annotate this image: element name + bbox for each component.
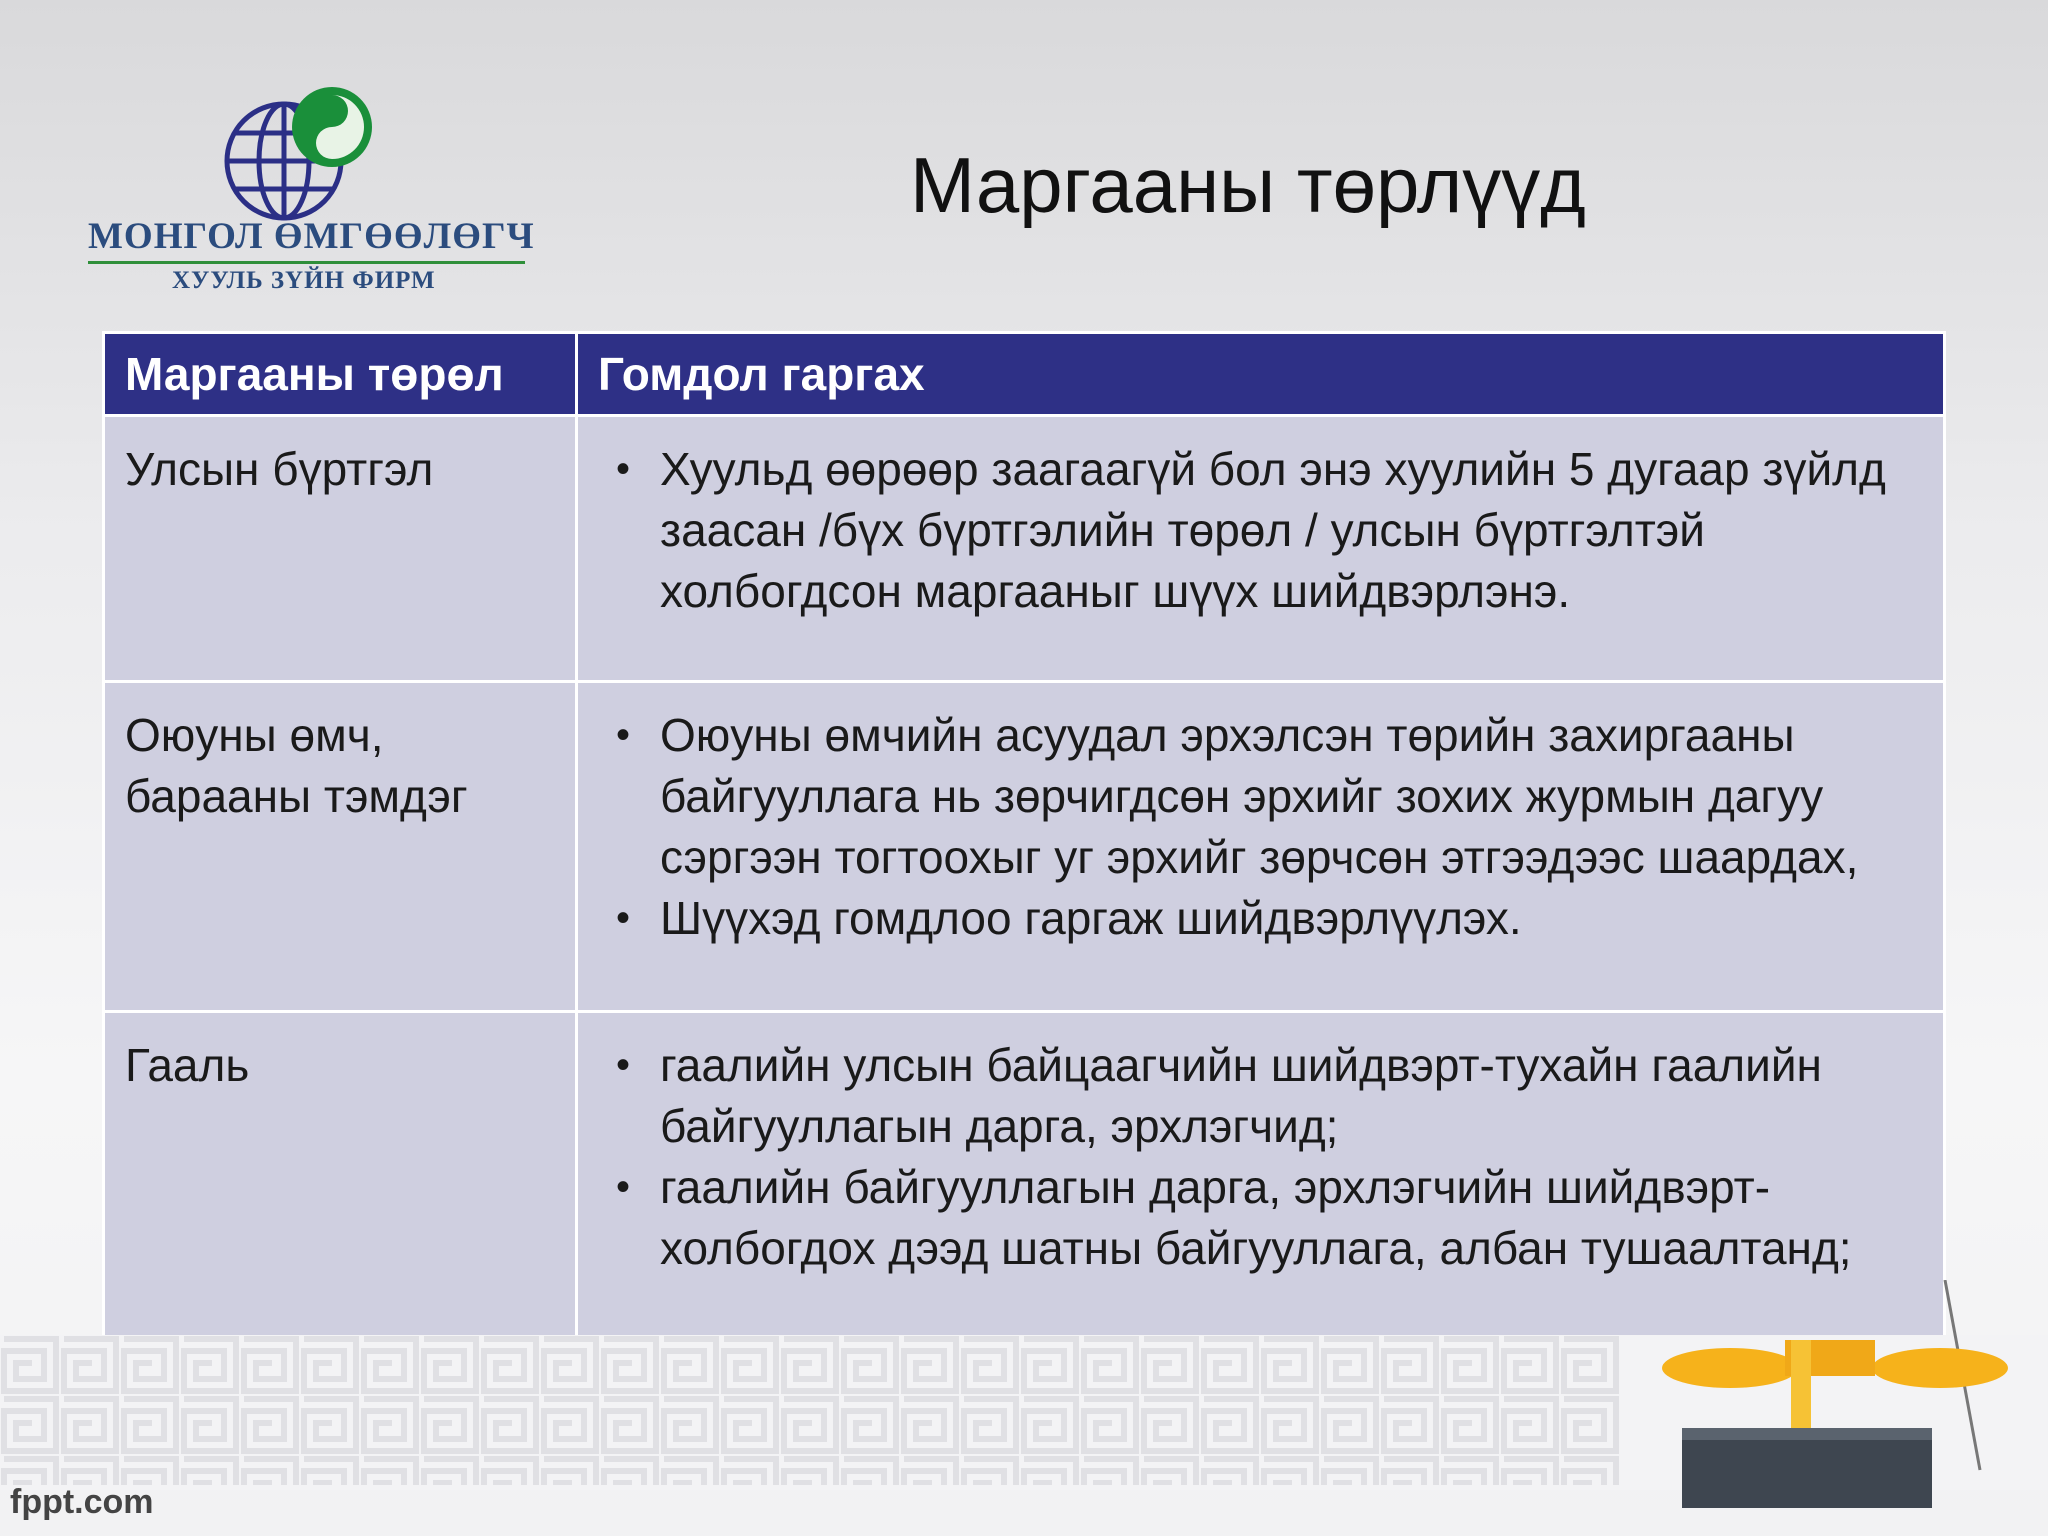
dispute-types-table bbox=[102, 331, 1946, 1339]
logo-line-2: ХУУЛЬ ЗҮЙН ФИРМ bbox=[172, 267, 436, 294]
table-row bbox=[104, 416, 1945, 682]
row-complaint bbox=[577, 682, 1945, 1012]
logo-divider bbox=[88, 261, 525, 264]
list-item: • Хуульд өөрөөр заагаагүй бол энэ хуулийн 5 дугаар зүйлд заасан /бүх бүртгэлийн төрөл / улсын бүртгэлтэй холбогдсон маргааныг шүүх шийдвэрлэнэ. bbox=[598, 439, 1923, 622]
table-header-row bbox=[104, 333, 1945, 416]
row-type: Гааль bbox=[104, 1012, 577, 1338]
globe-logo-icon bbox=[80, 65, 400, 225]
justice-scale-icon bbox=[1600, 1280, 2020, 1510]
company-logo bbox=[80, 65, 580, 315]
header-complaint: Гомдол гаргах bbox=[577, 333, 1945, 416]
header-dispute-type: Маргааны төрөл bbox=[104, 333, 577, 416]
table-row bbox=[104, 682, 1945, 1012]
list-item: • гаалийн улсын байцаагчийн шийдвэрт-тухайн гаалийн байгууллагын дарга, эрхлэгчид; bbox=[598, 1035, 1923, 1157]
list-item: • гаалийн байгууллагын дарга, эрхлэгчийн шийдвэрт-холбогдох дээд шатны байгууллага, албан тушаалтанд; bbox=[598, 1157, 1923, 1279]
row-type: Улсын бүртгэл bbox=[104, 416, 577, 682]
slide-title: Маргааны төрлүүд bbox=[910, 141, 1586, 229]
row-complaint bbox=[577, 416, 1945, 682]
logo-line-1: МОНГОЛ ӨМГӨӨЛӨГЧ bbox=[88, 216, 535, 257]
list-item: • Оюуны өмчийн асуудал эрхэлсэн төрийн захиргааны байгууллага нь зөрчигдсөн эрхийг зохих журмын дагуу сэргээн тогтоохыг уг эрхийг зөрчсөн этгээдээс шаардах, bbox=[598, 705, 1923, 888]
row-type: Оюуны өмч, барааны тэмдэг bbox=[104, 682, 577, 1012]
footer-credit: fppt.com bbox=[10, 1483, 154, 1521]
list-item: • Шүүхэд гомдлоо гаргаж шийдвэрлүүлэх. bbox=[598, 888, 1923, 949]
